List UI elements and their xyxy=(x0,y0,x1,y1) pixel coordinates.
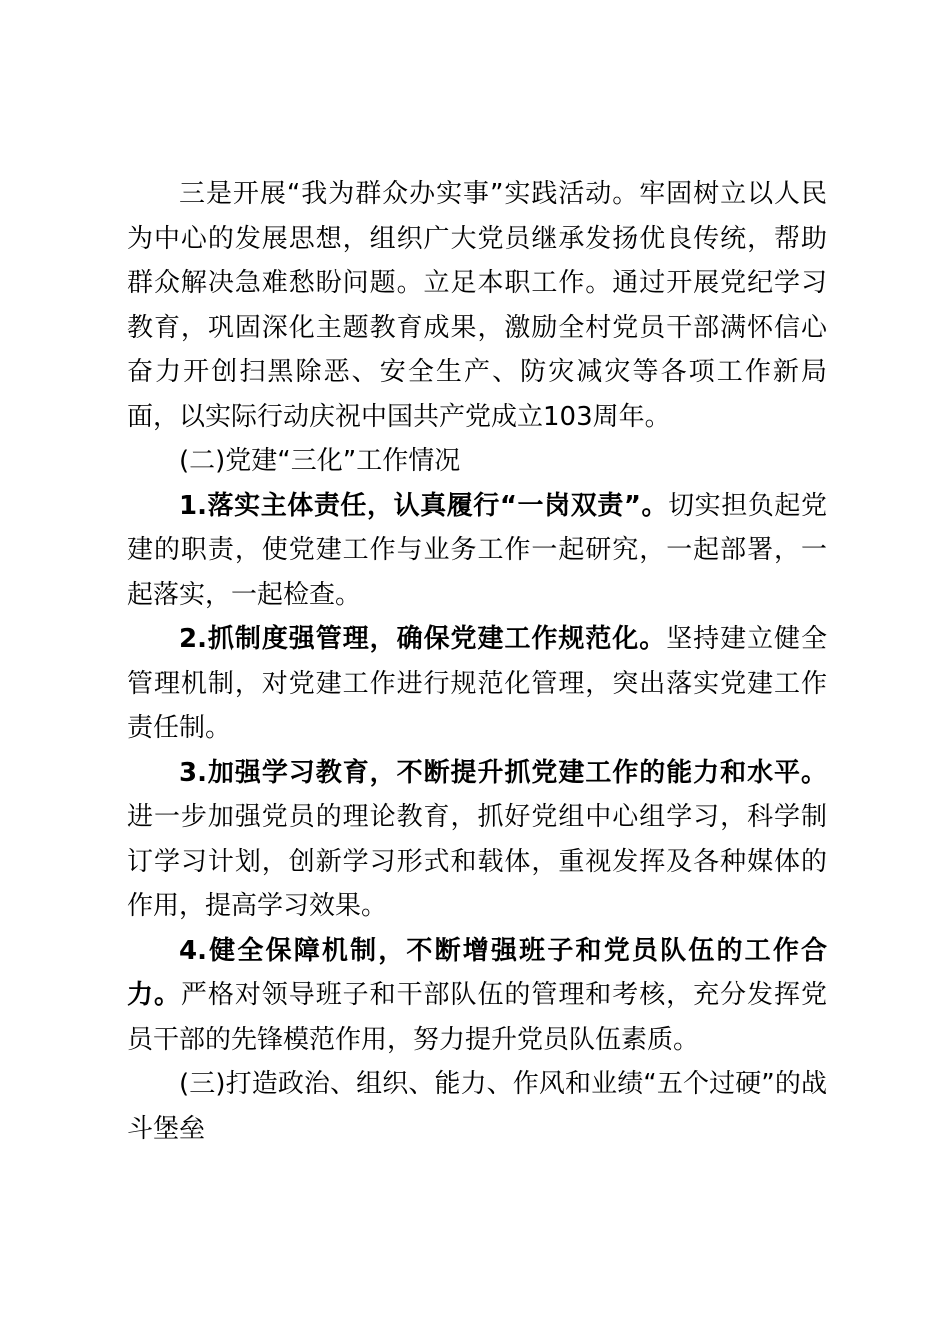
paragraph-text: 三是开展“我为群众办实事”实践活动。牢固树立以人民为中心的发展思想，组织广大党员继承发扬优良传统，帮助群众解决急难愁盼问题。立足本职工作。通过开展党纪学习教育，巩固深化主题教育成果，激励全村党员干部满怀信心奋力开创扫黑除恶、安全生产、防灾减灾等各项工作新局面，以实际行动庆祝中国共产党成立103周年。 xyxy=(127,179,827,432)
paragraph-lead: 2.抓制度强管理，确保党建工作规范化。 xyxy=(179,624,667,654)
paragraph-item-1 xyxy=(127,484,827,618)
paragraph-item-3 xyxy=(127,751,827,929)
paragraph-lead: 3.加强学习教育，不断提升抓党建工作的能力和水平。 xyxy=(179,757,827,788)
section-heading-text: (三)打造政治、组织、能力、作风和业绩“五个过硬”的战斗堡垒 xyxy=(127,1069,827,1144)
paragraph-practice-activity xyxy=(127,172,827,439)
paragraph-text: 切实担负起党建的职责，使党建工作与业务工作一起研究，一起部署，一起落实，一起检查。 xyxy=(127,490,827,610)
paragraph-item-2 xyxy=(127,617,827,751)
section-heading-fortress xyxy=(127,1062,827,1151)
paragraph-text: 进一步加强党员的理论教育，抓好党组中心组学习，科学制订学习计划，创新学习形式和载体，重视发挥及各种媒体的作用，提高学习效果。 xyxy=(127,802,827,921)
paragraph-text: 严格对领导班子和干部队伍的管理和考核，充分发挥党员干部的先锋模范作用，努力提升党员队伍素质。 xyxy=(127,980,827,1055)
section-heading-party-building xyxy=(127,439,827,484)
paragraph-item-4 xyxy=(127,929,827,1063)
paragraph-text: 坚持建立健全管理机制，对党建工作进行规范化管理，突出落实党建工作责任制。 xyxy=(127,624,827,743)
paragraph-lead: 4.健全保障机制，不断增强班子和党员队伍的工作合力。 xyxy=(127,935,827,1010)
document-body xyxy=(127,172,827,1151)
section-heading-text: (二)党建“三化”工作情况 xyxy=(179,446,461,476)
paragraph-lead: 1.落实主体责任，认真履行“一岗双责”。 xyxy=(179,490,669,521)
